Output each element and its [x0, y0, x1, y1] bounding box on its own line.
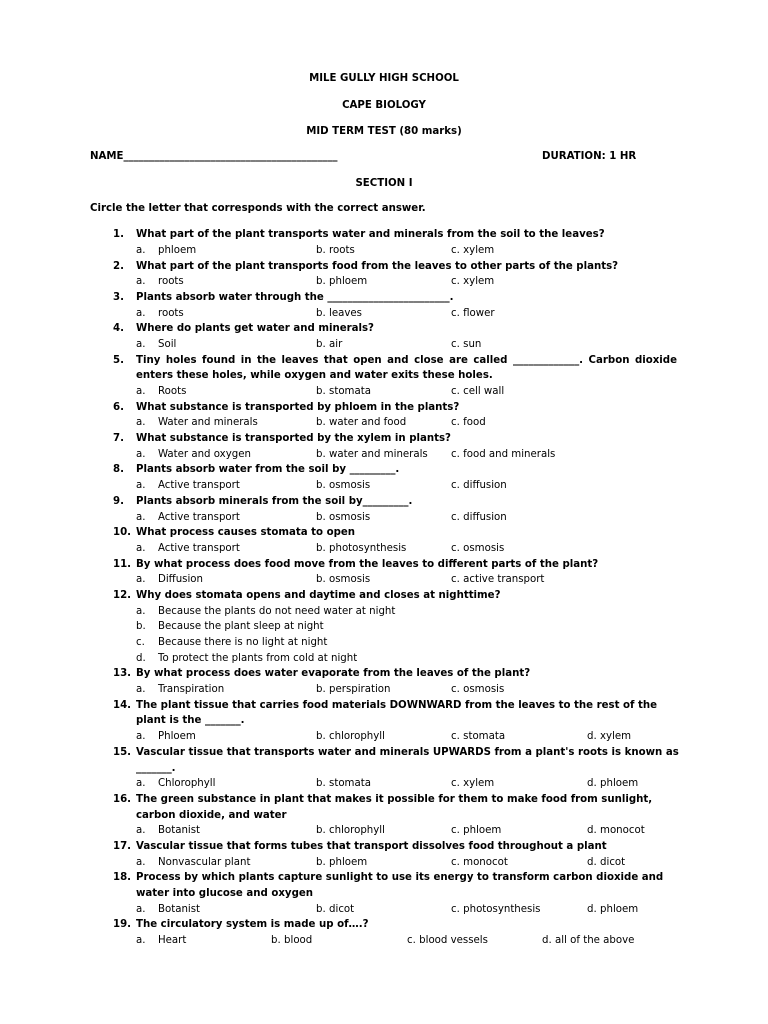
question-text: Plants absorb minerals from the soil by_________. — [136, 495, 413, 507]
option-b-letter: b. — [316, 338, 326, 350]
option-d-text: xylem — [600, 731, 632, 743]
option-d-text: monocot — [600, 825, 645, 837]
option-a-letter: a. — [136, 307, 146, 319]
question-number: 5. — [113, 354, 124, 366]
question-16 — [0, 792, 768, 839]
option-b — [316, 541, 406, 557]
option-c-letter: c. — [451, 825, 460, 837]
option-text: Because there is no light at night — [158, 637, 328, 649]
question-line — [0, 745, 768, 761]
option-c-text: monocot — [463, 856, 508, 868]
question-line — [0, 792, 768, 808]
option-a-text: Active transport — [158, 480, 240, 492]
instruction-text: Circle the letter that corresponds with the correct answer. — [90, 203, 426, 214]
option-b-letter: b. — [316, 448, 326, 460]
option-b-letter: b. — [316, 511, 326, 523]
duration-label: DURATION: 1 HR — [542, 151, 637, 162]
option-d-letter: d. — [587, 856, 597, 868]
options-row — [0, 274, 768, 290]
option-b-letter: b. — [316, 778, 326, 790]
option-b-letter: b. — [316, 276, 326, 288]
option-a-text: Soil — [158, 338, 177, 350]
option-b — [316, 902, 354, 918]
option-a-letter: a. — [136, 511, 146, 523]
options-row — [0, 541, 768, 557]
question-line — [0, 698, 768, 714]
option-b-letter: b. — [316, 307, 326, 319]
option-d-text: phloem — [600, 903, 639, 915]
option-c-text: food — [463, 417, 486, 429]
option-b-letter: b. — [316, 903, 326, 915]
option-b-text: stomata — [329, 386, 371, 398]
option-c-letter: c. — [451, 448, 460, 460]
subject-title: CAPE BIOLOGY — [342, 100, 426, 111]
question-text: plant is the _______. — [136, 715, 245, 727]
options-row — [0, 902, 768, 918]
option-b-text: osmosis — [329, 574, 371, 586]
question-number: 16. — [113, 793, 132, 805]
option-c — [451, 384, 504, 400]
option-b-letter: b. — [316, 574, 326, 586]
question-9 — [0, 494, 768, 525]
option-b — [0, 619, 768, 635]
option-c-letter: c. — [451, 276, 460, 288]
option-letter: c. — [136, 637, 145, 649]
option-a — [0, 604, 768, 620]
option-c — [451, 478, 507, 494]
option-c — [451, 729, 505, 745]
question-15 — [0, 745, 768, 792]
option-c — [407, 933, 488, 949]
question-number: 3. — [113, 291, 124, 303]
option-b-letter: b. — [316, 731, 326, 743]
question-number: 13. — [113, 668, 132, 680]
question-text: The green substance in plant that makes it possible for them to make food from sunlight, — [136, 793, 653, 805]
option-a-text: Active transport — [158, 511, 240, 523]
option-b-letter: b. — [316, 825, 326, 837]
question-13 — [0, 666, 768, 697]
school-name: MILE GULLY HIGH SCHOOL — [309, 73, 459, 84]
option-b-letter: b. — [316, 480, 326, 492]
option-b-letter: b. — [316, 386, 326, 398]
question-text: What part of the plant transports food from the leaves to other parts of the plants? — [136, 260, 619, 272]
question-19 — [0, 917, 768, 948]
option-c-text: sun — [463, 338, 482, 350]
option-a-letter: a. — [136, 542, 146, 554]
option-a-letter: a. — [136, 825, 146, 837]
option-a-letter: a. — [136, 276, 146, 288]
option-c-text: diffusion — [463, 480, 507, 492]
question-number: 1. — [113, 229, 124, 241]
option-d-letter: d. — [587, 731, 597, 743]
option-d-letter: d. — [587, 903, 597, 915]
option-b — [316, 682, 391, 698]
options-row — [0, 510, 768, 526]
option-b-text: roots — [329, 244, 355, 256]
option-c-text: cell wall — [463, 386, 505, 398]
option-text: Because the plant sleep at night — [158, 621, 324, 633]
option-a-letter: a. — [136, 244, 146, 256]
option-a-text: Active transport — [158, 542, 240, 554]
option-b — [316, 243, 355, 259]
option-d — [542, 933, 634, 949]
option-c — [451, 855, 508, 871]
option-c-text: osmosis — [463, 684, 505, 696]
question-text: By what process does food move from the leaves to different parts of the plant? — [136, 558, 599, 570]
question-number: 17. — [113, 840, 132, 852]
question-line — [0, 666, 768, 682]
option-b — [316, 729, 385, 745]
option-b — [316, 823, 385, 839]
question-14 — [0, 698, 768, 745]
question-line — [0, 839, 768, 855]
question-list — [0, 227, 768, 949]
option-letter: b. — [136, 621, 146, 633]
option-b-text: water and food — [329, 417, 407, 429]
option-c — [451, 902, 540, 918]
option-c — [451, 243, 494, 259]
option-b — [316, 776, 371, 792]
question-line — [0, 290, 768, 306]
question-line — [0, 557, 768, 573]
option-a-text: Heart — [158, 935, 187, 947]
option-b-text: osmosis — [329, 511, 371, 523]
question-text: The plant tissue that carries food materials DOWNWARD from the leaves to the rest of the — [136, 699, 658, 711]
question-12 — [0, 588, 768, 666]
option-letter: a. — [136, 605, 146, 617]
option-c-text: osmosis — [463, 542, 505, 554]
question-line — [0, 870, 768, 886]
question-number: 8. — [113, 464, 124, 476]
options-row — [0, 823, 768, 839]
option-a-letter: a. — [136, 903, 146, 915]
question-10 — [0, 525, 768, 556]
question-5 — [0, 353, 768, 400]
option-a-text: Nonvascular plant — [158, 856, 251, 868]
question-text: Why does stomata opens and daytime and closes at nighttime? — [136, 589, 501, 601]
question-line — [0, 808, 768, 824]
option-c-letter: c. — [451, 511, 460, 523]
option-a-letter: a. — [136, 417, 146, 429]
name-field-label: NAME__________________________________________ — [90, 151, 338, 162]
option-b — [316, 855, 367, 871]
options-row — [0, 306, 768, 322]
options-row — [0, 776, 768, 792]
question-number: 10. — [113, 527, 132, 539]
options-row — [0, 682, 768, 698]
option-c-letter: c. — [451, 778, 460, 790]
question-text: What part of the plant transports water and minerals from the soil to the leaves? — [136, 229, 605, 241]
option-a-text: Transpiration — [158, 684, 225, 696]
option-d — [587, 729, 631, 745]
question-line — [0, 588, 768, 604]
question-line — [0, 353, 768, 369]
option-a-letter: a. — [136, 935, 146, 947]
option-c-letter: c. — [451, 903, 460, 915]
option-c — [451, 447, 555, 463]
option-b-letter: b. — [271, 935, 281, 947]
options-row — [0, 384, 768, 400]
question-number: 12. — [113, 589, 132, 601]
option-c-text: stomata — [463, 731, 506, 743]
question-number: 7. — [113, 433, 124, 445]
option-c-letter: c. — [451, 307, 460, 319]
question-1 — [0, 227, 768, 258]
option-a-letter: a. — [136, 448, 146, 460]
option-c-letter: c. — [451, 338, 460, 350]
instructions — [0, 201, 768, 217]
test-title: MID TERM TEST (80 marks) — [306, 126, 462, 137]
question-text: enters these holes, while oxygen and water exits these holes. — [136, 370, 493, 382]
options-row — [0, 855, 768, 871]
question-line — [0, 368, 768, 384]
option-b — [316, 274, 367, 290]
question-line — [0, 431, 768, 447]
option-c-letter: c. — [451, 417, 460, 429]
option-d-letter: d. — [587, 778, 597, 790]
options-row — [0, 447, 768, 463]
option-b-letter: b. — [316, 244, 326, 256]
question-4 — [0, 321, 768, 352]
option-a-letter: a. — [136, 684, 146, 696]
option-c — [451, 823, 501, 839]
option-b — [316, 384, 371, 400]
option-b-text: osmosis — [329, 480, 371, 492]
option-c — [451, 776, 494, 792]
option-letter: d. — [136, 652, 146, 664]
question-number: 4. — [113, 323, 124, 335]
option-c-text: blood vessels — [419, 935, 488, 947]
option-c — [451, 510, 507, 526]
option-c-text: xylem — [463, 778, 495, 790]
option-c-letter: c. — [451, 244, 460, 256]
option-c — [451, 415, 486, 431]
options-row — [0, 415, 768, 431]
question-line — [0, 917, 768, 933]
option-a-text: Phloem — [158, 731, 196, 743]
question-line — [0, 400, 768, 416]
section-heading: SECTION I — [355, 178, 413, 189]
option-c-letter: c. — [451, 480, 460, 492]
option-c — [0, 635, 768, 651]
question-18 — [0, 870, 768, 917]
question-text: _______. — [136, 762, 176, 774]
option-a-letter: a. — [136, 480, 146, 492]
option-b — [316, 572, 370, 588]
option-a-text: phloem — [158, 244, 197, 256]
question-text: What substance is transported by phloem in the plants? — [136, 401, 460, 413]
option-b-text: chlorophyll — [329, 731, 385, 743]
option-b-text: phloem — [329, 856, 368, 868]
question-text: water into glucose and oxygen — [136, 888, 314, 900]
option-c — [451, 572, 544, 588]
option-c — [451, 682, 504, 698]
question-line — [0, 227, 768, 243]
option-c — [451, 541, 504, 557]
option-c-text: flower — [463, 307, 495, 319]
options-row — [0, 933, 768, 949]
option-a-letter: a. — [136, 386, 146, 398]
option-b-text: photosynthesis — [329, 542, 407, 554]
option-a-letter: a. — [136, 856, 146, 868]
option-b-text: leaves — [329, 307, 362, 319]
question-text: What process causes stomata to open — [136, 527, 356, 539]
option-d — [587, 823, 645, 839]
question-line — [0, 494, 768, 510]
question-number: 18. — [113, 872, 132, 884]
question-number: 6. — [113, 401, 124, 413]
option-d — [587, 855, 625, 871]
option-c — [451, 337, 481, 353]
question-number: 11. — [113, 558, 132, 570]
option-a-letter: a. — [136, 778, 146, 790]
question-line — [0, 713, 768, 729]
option-c-letter: c. — [451, 542, 460, 554]
option-c — [451, 306, 495, 322]
option-b-text: dicot — [329, 903, 355, 915]
options-row — [0, 729, 768, 745]
question-number: 14. — [113, 699, 132, 711]
option-d-letter: d. — [542, 935, 552, 947]
option-c-letter: c. — [451, 856, 460, 868]
option-b — [316, 478, 370, 494]
option-b-letter: b. — [316, 856, 326, 868]
question-text: Tiny holes found in the leaves that open and close are called _____________. Carbon dioxide — [136, 354, 677, 366]
question-text: Process by which plants capture sunlight to use its energy to transform carbon dioxide and — [136, 872, 664, 884]
question-line — [0, 761, 768, 777]
option-d — [587, 902, 638, 918]
option-d-letter: d. — [587, 825, 597, 837]
option-b — [316, 447, 428, 463]
option-c — [451, 274, 494, 290]
option-b-text: chlorophyll — [329, 825, 385, 837]
option-d-text: all of the above — [555, 935, 635, 947]
question-text: The circulatory system is made up of….? — [136, 919, 369, 931]
option-c-text: phloem — [463, 825, 502, 837]
option-b-text: blood — [284, 935, 313, 947]
question-17 — [0, 839, 768, 870]
option-a-letter: a. — [136, 574, 146, 586]
question-line — [0, 462, 768, 478]
option-b — [316, 415, 406, 431]
question-text: Vascular tissue that transports water and minerals UPWARDS from a plant's roots is known as — [136, 746, 679, 758]
option-b — [316, 510, 370, 526]
option-c-text: xylem — [463, 244, 495, 256]
question-text: Where do plants get water and minerals? — [136, 323, 374, 335]
question-text: Plants absorb water through the ________________________. — [136, 291, 454, 303]
question-number: 9. — [113, 495, 124, 507]
option-b-text: water and minerals — [329, 448, 428, 460]
options-row — [0, 337, 768, 353]
question-6 — [0, 400, 768, 431]
option-text: To protect the plants from cold at night — [158, 652, 358, 664]
option-a-text: Diffusion — [158, 574, 203, 586]
question-line — [0, 259, 768, 275]
option-b-text: stomata — [329, 778, 371, 790]
option-b-text: perspiration — [329, 684, 391, 696]
options-row — [0, 478, 768, 494]
option-a-text: Chlorophyll — [158, 778, 216, 790]
option-b-text: air — [329, 338, 343, 350]
question-text: Plants absorb water from the soil by _________. — [136, 464, 400, 476]
option-c-text: xylem — [463, 276, 495, 288]
option-c-text: active transport — [463, 574, 545, 586]
option-b — [316, 306, 362, 322]
question-number: 2. — [113, 260, 124, 272]
option-c-letter: c. — [407, 935, 416, 947]
option-a-letter: a. — [136, 338, 146, 350]
question-8 — [0, 462, 768, 493]
name-duration-row — [0, 149, 768, 165]
option-text: Because the plants do not need water at night — [158, 605, 396, 617]
question-line — [0, 525, 768, 541]
option-d-text: phloem — [600, 778, 639, 790]
option-b-letter: b. — [316, 542, 326, 554]
option-d — [0, 651, 768, 667]
option-b-text: phloem — [329, 276, 368, 288]
option-a-text: Water and minerals — [158, 417, 258, 429]
options-row — [0, 572, 768, 588]
question-7 — [0, 431, 768, 462]
option-a-text: roots — [158, 307, 184, 319]
option-a-text: roots — [158, 276, 184, 288]
option-c-letter: c. — [451, 386, 460, 398]
question-number: 15. — [113, 746, 132, 758]
option-c-letter: c. — [451, 731, 460, 743]
option-c-text: diffusion — [463, 511, 507, 523]
question-line — [0, 886, 768, 902]
option-b-letter: b. — [316, 684, 326, 696]
option-b — [316, 337, 342, 353]
option-c-letter: c. — [451, 574, 460, 586]
option-d — [587, 776, 638, 792]
question-text: What substance is transported by the xylem in plants? — [136, 433, 451, 445]
question-3 — [0, 290, 768, 321]
option-c-letter: c. — [451, 684, 460, 696]
option-b — [271, 933, 312, 949]
question-number: 19. — [113, 919, 132, 931]
options-row — [0, 243, 768, 259]
question-11 — [0, 557, 768, 588]
option-c-text: food and minerals — [463, 448, 556, 460]
option-a-text: Water and oxygen — [158, 448, 251, 460]
option-a-text: Roots — [158, 386, 187, 398]
question-line — [0, 321, 768, 337]
option-b-letter: b. — [316, 417, 326, 429]
question-2 — [0, 259, 768, 290]
option-a-text: Botanist — [158, 903, 201, 915]
option-c-text: photosynthesis — [463, 903, 541, 915]
option-a-text: Botanist — [158, 825, 201, 837]
option-a-letter: a. — [136, 731, 146, 743]
question-text: By what process does water evaporate from the leaves of the plant? — [136, 668, 531, 680]
option-d-text: dicot — [600, 856, 626, 868]
question-text: carbon dioxide, and water — [136, 809, 287, 821]
question-text: Vascular tissue that forms tubes that transport dissolves food throughout a plant — [136, 840, 607, 852]
